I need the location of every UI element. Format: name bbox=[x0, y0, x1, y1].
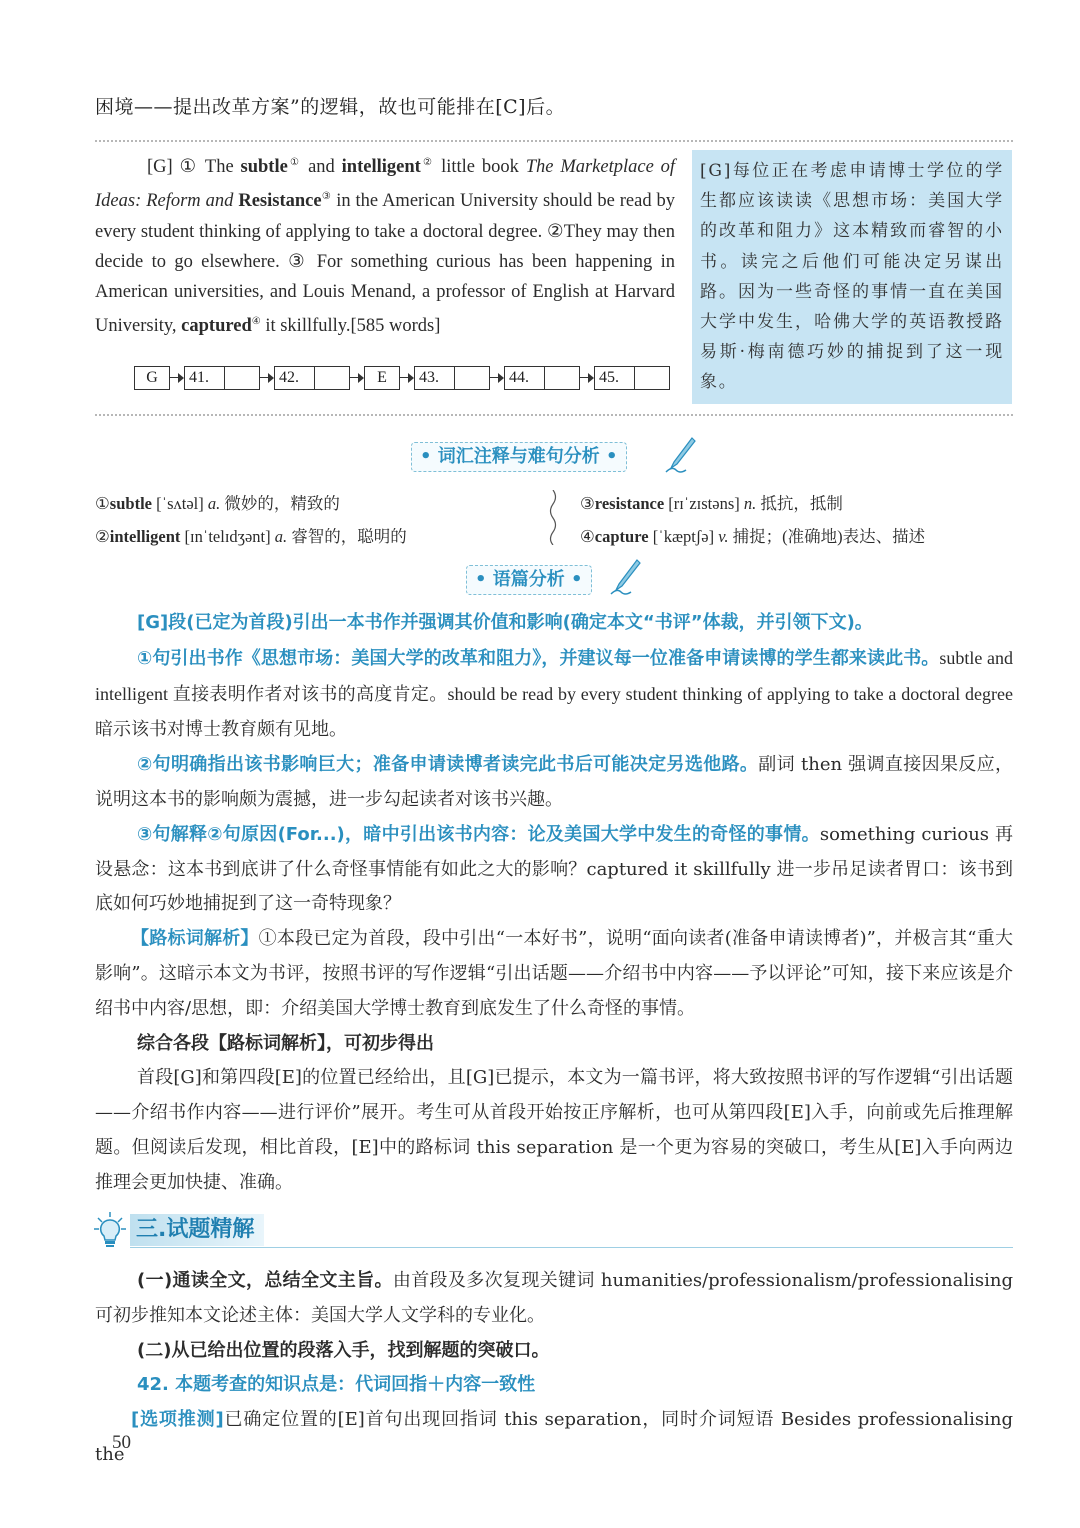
flow-blank bbox=[224, 366, 260, 390]
footnote-mark: ③ bbox=[321, 191, 332, 203]
analysis-conclusion-lead: 综合各段【路标词解析】，可初步得出 bbox=[137, 1032, 434, 1054]
step-heading: (二)从已给出位置的段落入手，找到解题的突破口。 bbox=[137, 1339, 550, 1361]
step-heading: (一)通读全文，总结全文主旨。 bbox=[137, 1270, 393, 1291]
vocab-meaning: 微妙的，精致的 bbox=[224, 494, 340, 513]
text-run: little book bbox=[441, 157, 519, 178]
vocab-word-captured: captured bbox=[181, 316, 252, 337]
vocab-number: ④ bbox=[580, 527, 595, 546]
vocab-word-subtle: subtle bbox=[240, 157, 288, 178]
arrow-icon bbox=[490, 366, 504, 390]
step-text: 由首段及多次复现关键词 humanities/professionalism/professionalising 可初步推知本文论述主体：美国大学人文学科的专业化。 bbox=[95, 1270, 1013, 1326]
section-paragraph bbox=[95, 1264, 1013, 1334]
question-heading: 42. 本题考查的知识点是：代词回指＋内容一致性 bbox=[137, 1374, 536, 1396]
vocab-meaning: 睿智的，聪明的 bbox=[291, 527, 407, 546]
arrow-icon bbox=[260, 366, 274, 390]
flow-slot-label: 41. bbox=[184, 366, 224, 390]
vocab-ipa: [ɪnˈtelɪdʒənt] bbox=[184, 527, 271, 546]
book-title-cont: : Reform and bbox=[135, 191, 234, 212]
lightbulb-icon bbox=[93, 1210, 127, 1248]
sentence-3: For something curious has been happening in American universities, and Louis Menand, a professor of English at Harvard University, bbox=[95, 251, 676, 337]
continuation-line: 困境——提出改革方案”的逻辑，故也可能排在[C]后。 bbox=[95, 96, 566, 118]
paragraph-label: [G] bbox=[147, 157, 173, 178]
vocab-item-1 bbox=[95, 490, 340, 514]
book-title: The Marketplace of Ideas bbox=[95, 157, 676, 212]
section-title: 三.试题精解 bbox=[130, 1214, 264, 1246]
analysis-text: subtle and intelligent 直接表明作者对该书的高度肯定。should be read by every student thinking of applying to take a doctoral degree 暗示该书对博士教育颇有见地。 bbox=[95, 647, 1013, 740]
vocab-word: intelligent bbox=[109, 527, 181, 546]
word-count: [585 words] bbox=[350, 316, 441, 337]
step-text: 已确定位置的[E]首句出现回指词 this separation，同时介词短语 Besides professionalising the bbox=[95, 1409, 1013, 1465]
sentence-number: ① bbox=[179, 157, 199, 178]
text-run: The bbox=[204, 157, 234, 178]
translation-box: [G]每位正在考虑申请博士学位的学生都应该读读《思想市场：美国大学的改革和阻力》这本精致而睿智的小书。读完之后他们可能决定另谋出路。因为一些奇怪的事情一直在美国大学中发生，哈佛大学的英语教授路易斯·梅南德巧妙的捕捉到了这一现象。 bbox=[692, 150, 1012, 404]
vocab-item-3 bbox=[580, 490, 843, 514]
sentence-2: ②They may then decide to go elsewhere. bbox=[95, 221, 676, 272]
analysis-paragraph bbox=[95, 818, 1013, 922]
flow-slot-label: 44. bbox=[504, 366, 544, 390]
vocab-number: ③ bbox=[580, 494, 595, 513]
vocab-ipa: [rɪˈzɪstəns] bbox=[668, 494, 740, 513]
passage-g bbox=[95, 148, 675, 342]
analysis-paragraph bbox=[95, 748, 1013, 818]
vocab-number: ② bbox=[95, 527, 110, 546]
section-paragraph bbox=[95, 1368, 1013, 1403]
option-guess-label: [选项推测] bbox=[131, 1409, 224, 1431]
analysis-text: something curious 再设悬念：这本书到底讲了什么奇怪事情能有如此之大的影响？captured it skillfully 进一步吊足读者胃口：该书到底如何巧妙地捕捉到了这一奇特现象？ bbox=[95, 823, 1014, 915]
vocab-word-resistance: Resistance bbox=[238, 191, 322, 212]
discourse-heading: • 语篇分析 • bbox=[466, 565, 592, 595]
arrow-icon bbox=[400, 366, 414, 390]
pen-icon bbox=[662, 436, 696, 476]
vocab-word: capture bbox=[594, 527, 649, 546]
text-run: it skillfully. bbox=[265, 316, 351, 337]
footnote-mark: ② bbox=[420, 157, 435, 168]
text-run: in the American University should be read by every student thinking of applying to take a doctoral degree. bbox=[95, 191, 676, 242]
arrow-icon bbox=[170, 366, 184, 390]
analysis-summary: [G]段(已定为首段)引出一本书作并强调其价值和影响(确定本文“书评”体裁，并引领下文)。 bbox=[137, 612, 873, 633]
analysis-paragraph bbox=[95, 641, 1013, 748]
analysis-paragraph bbox=[95, 1061, 1013, 1200]
flow-slot-label: 43. bbox=[414, 366, 454, 390]
wavy-divider bbox=[547, 490, 559, 545]
analysis-text: 副词 then 强调直接因果反应，说明这本书的影响颇为震撼，进一步勾起读者对该书兴趣。 bbox=[95, 754, 1013, 810]
section-paragraph bbox=[95, 1403, 1013, 1473]
sentence-number: ③ bbox=[288, 251, 309, 272]
vocab-ipa: [ˈsʌtəl] bbox=[156, 494, 204, 513]
footnote-mark: ④ bbox=[251, 316, 261, 328]
vocab-word: subtle bbox=[109, 494, 152, 513]
analysis-point: ①句引出书作《思想市场：美国大学的改革和阻力》，并建议每一位准备申请读博的学生都来读此书。 bbox=[137, 647, 940, 669]
flow-slot-label: 45. bbox=[594, 366, 634, 390]
vocab-pos: a. bbox=[207, 494, 221, 513]
signpost-label: 【路标词解析】 bbox=[131, 928, 259, 950]
vocab-ipa: [ˈkæptʃə] bbox=[652, 527, 715, 546]
vocab-word: resistance bbox=[594, 494, 665, 513]
text-run: and bbox=[308, 157, 335, 178]
divider-bottom bbox=[95, 414, 1013, 416]
analysis-paragraph bbox=[95, 606, 1013, 641]
page-number: 50 bbox=[112, 1432, 131, 1453]
analysis-text: ①本段已定为首段，段中引出“一本好书”，说明“面向读者(准备申请读博者)”，并极言其“重大影响”。这暗示本文为书评，按照书评的写作逻辑“引出话题——介绍书中内容——予以评论”可知，接下来应该是介绍书中内容/思想，即：介绍美国大学博士教育到底发生了什么奇怪的事情。 bbox=[95, 928, 1013, 1019]
arrow-icon bbox=[350, 366, 364, 390]
analysis-point: ③句解释②句原因(For...)，暗中引出该书内容：论及美国大学中发生的奇怪的事情。 bbox=[137, 823, 820, 845]
vocab-meaning: 捕捉；(准确地)表达、描述 bbox=[732, 527, 926, 546]
flow-blank bbox=[634, 366, 670, 390]
flow-blank bbox=[454, 366, 490, 390]
flow-box-start: G bbox=[134, 366, 170, 390]
section-underline bbox=[130, 1247, 1013, 1248]
section-body bbox=[95, 1264, 1013, 1473]
vocab-heading: • 词汇注释与难句分析 • bbox=[411, 442, 627, 472]
footnote-mark: ① bbox=[287, 157, 302, 168]
divider-top bbox=[95, 140, 1013, 142]
pen-icon bbox=[607, 558, 641, 598]
flow-blank bbox=[314, 366, 350, 390]
analysis-text: 首段[G]和第四段[E]的位置已经给出，且[G]已提示，本文为一篇书评，将大致按照书评的写作逻辑“引出话题——介绍书作内容——进行评价”展开。考生可从首段开始按正序解析，也可从第四段[E]入手，向前或先后推理解题。但阅读后发现，相比首段，[E]中的路标词 this separation 是一个更为容易的突破口，考生从[E]入手向两边推理会更加快捷、准确。 bbox=[95, 1067, 1013, 1193]
vocab-item-2 bbox=[95, 523, 407, 547]
section-paragraph bbox=[95, 1334, 1013, 1369]
arrow-icon bbox=[580, 366, 594, 390]
vocab-item-4 bbox=[580, 523, 925, 547]
vocab-word-intelligent: intelligent bbox=[341, 157, 421, 178]
vocab-pos: v. bbox=[718, 527, 729, 546]
vocab-meaning: 抵抗，抵制 bbox=[760, 494, 843, 513]
analysis-body bbox=[95, 606, 1013, 1201]
vocab-pos: a. bbox=[274, 527, 288, 546]
flow-box-fixed: E bbox=[364, 366, 400, 390]
analysis-paragraph bbox=[95, 922, 1013, 1026]
flow-blank bbox=[544, 366, 580, 390]
order-flow-diagram bbox=[134, 365, 670, 391]
analysis-paragraph bbox=[95, 1027, 1013, 1062]
vocab-number: ① bbox=[95, 494, 110, 513]
vocab-pos: n. bbox=[743, 494, 757, 513]
flow-slot-label: 42. bbox=[274, 366, 314, 390]
analysis-point: ②句明确指出该书影响巨大；准备申请读博者读完此书后可能决定另选他路。 bbox=[137, 754, 759, 776]
